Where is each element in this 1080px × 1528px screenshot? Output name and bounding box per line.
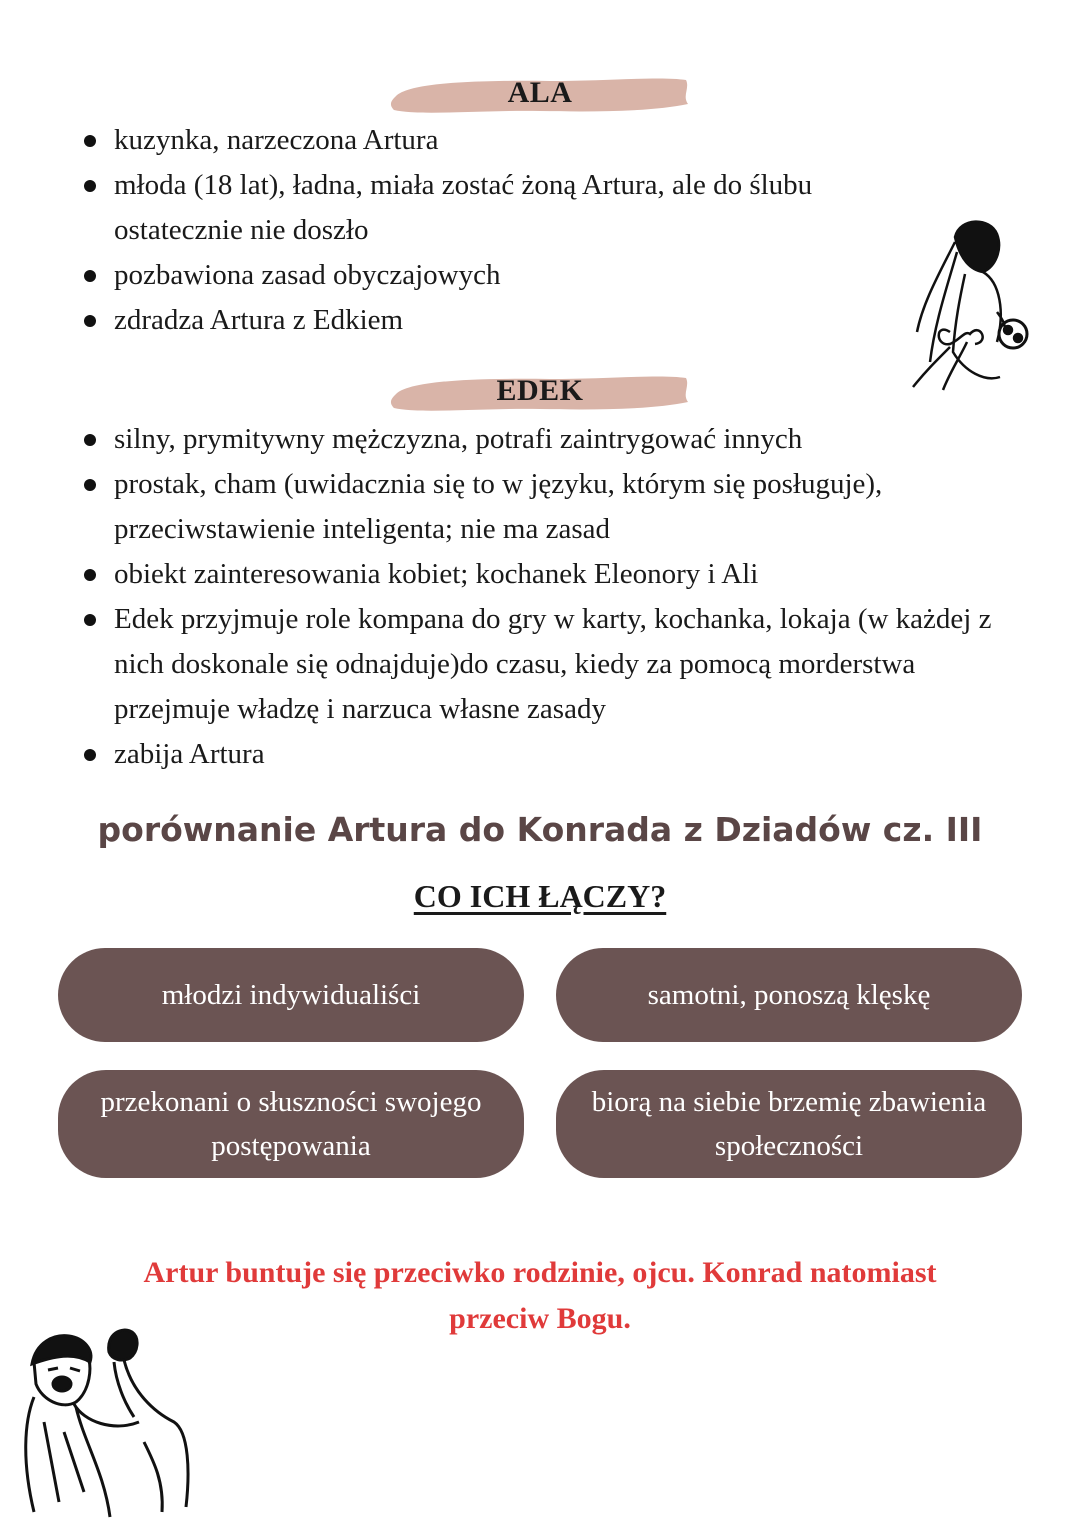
trait-pill: samotni, ponoszą klęskę [556,948,1022,1042]
ala-heading [390,72,690,120]
edek-heading [390,370,690,418]
trait-pill: przekonani o słuszności swojego postępowania [58,1070,524,1178]
list-item: silny, prymitywny mężczyzna, potrafi zaintrygować innych [78,417,998,462]
bride-icon [905,212,1035,392]
trait-pill: młodzi indywidualiści [58,948,524,1042]
list-item: zabija Artura [78,732,998,777]
list-item: Edek przyjmuje role kompana do gry w karty, kochanka, lokaja (w każdej z nich doskonale się odnajduje)do czasu, kiedy za pomocą morderstwa przejmuje władzę i narzuca własne zasady [78,597,998,732]
common-traits-heading: CO ICH ŁĄCZY? [413,878,667,914]
trait-pill: biorą na siebie brzemię zbawienia społeczności [556,1070,1022,1178]
ala-list [78,118,918,343]
conclusion-text: Artur buntuje się przeciwko rodzinie, ojcu. Konrad natomiast przeciw Bogu. [143,1256,937,1335]
edek-list [78,417,998,777]
list-item: kuzynka, narzeczona Artura [78,118,918,163]
list-item: prostak, cham (uwidacznia się to w języku, którym się posługuje), przeciwstawienie inteligenta; nie ma zasad [78,462,998,552]
list-item: młoda (18 lat), ładna, miała zostać żoną Artura, ale do ślubu ostatecznie nie doszło [78,163,918,253]
edek-heading-text: EDEK [496,374,584,407]
list-item: zdradza Artura z Edkiem [78,298,918,343]
list-item: pozbawiona zasad obyczajowych [78,253,918,298]
shouting-man-icon [14,1322,196,1522]
comparison-title: porównanie Artura do Konrada z Dziadów cz. III [97,810,983,849]
ala-heading-text: ALA [507,76,573,109]
list-item: obiekt zainteresowania kobiet; kochanek Eleonory i Ali [78,552,998,597]
